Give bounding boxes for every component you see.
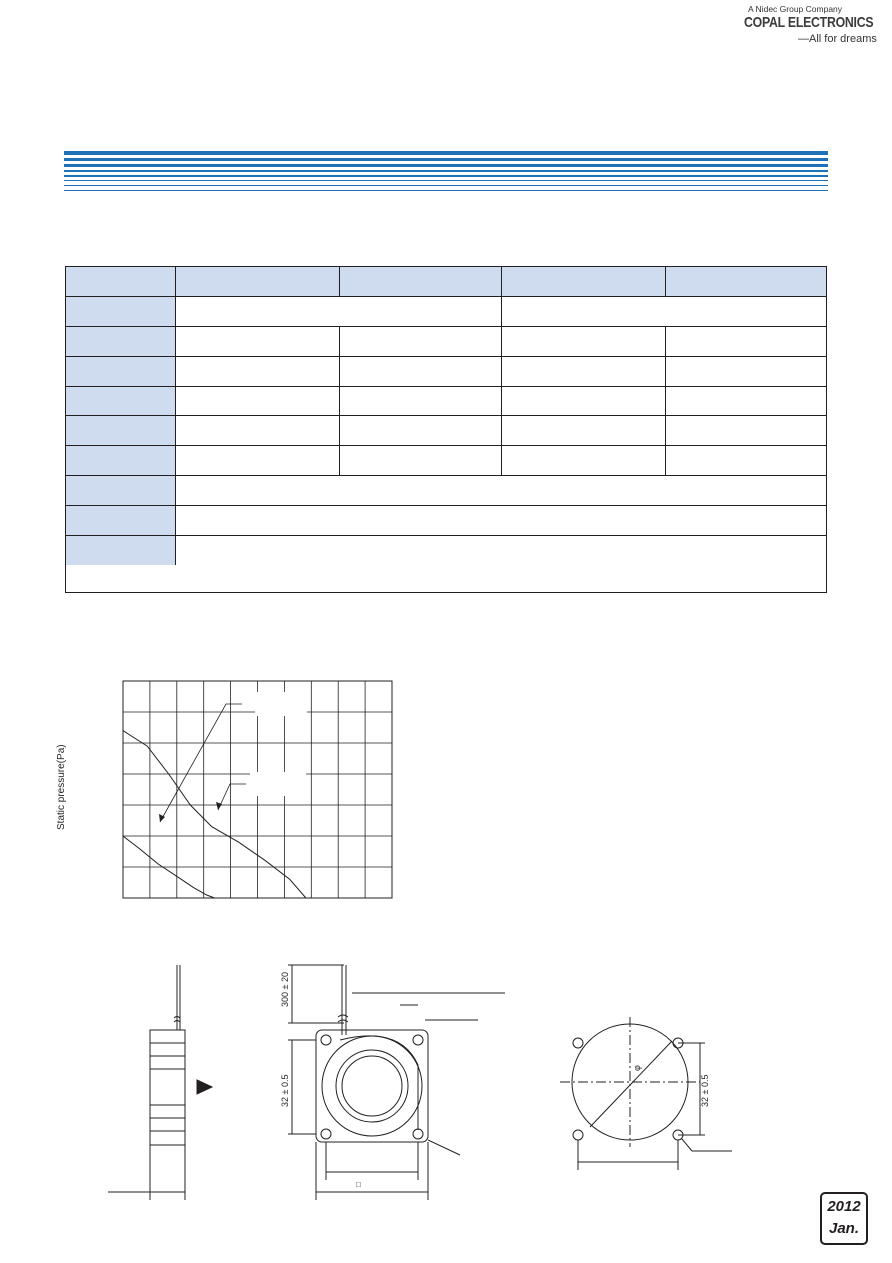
wire-length-dimension: 300 ± 20 xyxy=(280,972,290,1007)
company-logo xyxy=(736,4,884,46)
spec-row xyxy=(66,505,826,535)
spec-row-label-cell xyxy=(66,327,175,356)
spec-row xyxy=(66,535,826,592)
dimension-drawings xyxy=(100,955,750,1205)
spec-row xyxy=(66,296,826,326)
curve-label-box-upper xyxy=(255,692,307,716)
spec-row-label-cell xyxy=(66,357,175,386)
chart-leader-line-1 xyxy=(160,704,242,822)
mount-height-dimension: 32 ± 0.5 xyxy=(700,1074,710,1107)
spec-header-cell xyxy=(666,267,826,296)
side-view-drawing xyxy=(108,965,212,1200)
diameter-mark: φ xyxy=(632,1065,642,1071)
spec-row xyxy=(66,445,826,475)
spec-row-label-cell xyxy=(66,387,175,415)
square-mark: □ xyxy=(356,1180,361,1189)
brand-name: COPAL ELECTRONICS xyxy=(744,14,874,31)
spec-row-label-cell xyxy=(66,506,175,535)
spec-row xyxy=(66,386,826,415)
brand-slogan: —All for dreams xyxy=(798,33,877,45)
group-tagline: A Nidec Group Company xyxy=(748,4,843,14)
spec-table xyxy=(65,266,827,593)
chart-series-line-2 xyxy=(123,731,306,898)
chart-leader-line-2 xyxy=(218,784,246,810)
spec-row-label-cell xyxy=(66,416,175,445)
date-badge xyxy=(820,1192,868,1245)
chart-y-axis-label: Static pressure(Pa) xyxy=(56,744,67,830)
spec-header-label-cell xyxy=(66,267,175,296)
spec-row xyxy=(66,475,826,505)
spec-row xyxy=(66,356,826,386)
front-view-drawing xyxy=(288,965,505,1200)
spec-header-cell xyxy=(176,267,339,296)
spec-row xyxy=(66,326,826,356)
badge-year: 2012 xyxy=(827,1198,861,1215)
performance-chart xyxy=(80,670,400,910)
spec-header-cell xyxy=(502,267,665,296)
spec-row-label-cell xyxy=(66,536,175,565)
spec-row-label-cell xyxy=(66,446,175,475)
spec-row-label-cell xyxy=(66,297,175,326)
badge-month: Jan. xyxy=(828,1220,859,1237)
front-height-dimension: 32 ± 0.5 xyxy=(280,1074,290,1107)
curve-label-box-lower xyxy=(250,772,306,796)
header-stripes xyxy=(64,151,828,193)
spec-row xyxy=(66,415,826,445)
spec-header-row xyxy=(66,267,826,296)
spec-header-cell xyxy=(340,267,501,296)
spec-row-label-cell xyxy=(66,476,175,505)
